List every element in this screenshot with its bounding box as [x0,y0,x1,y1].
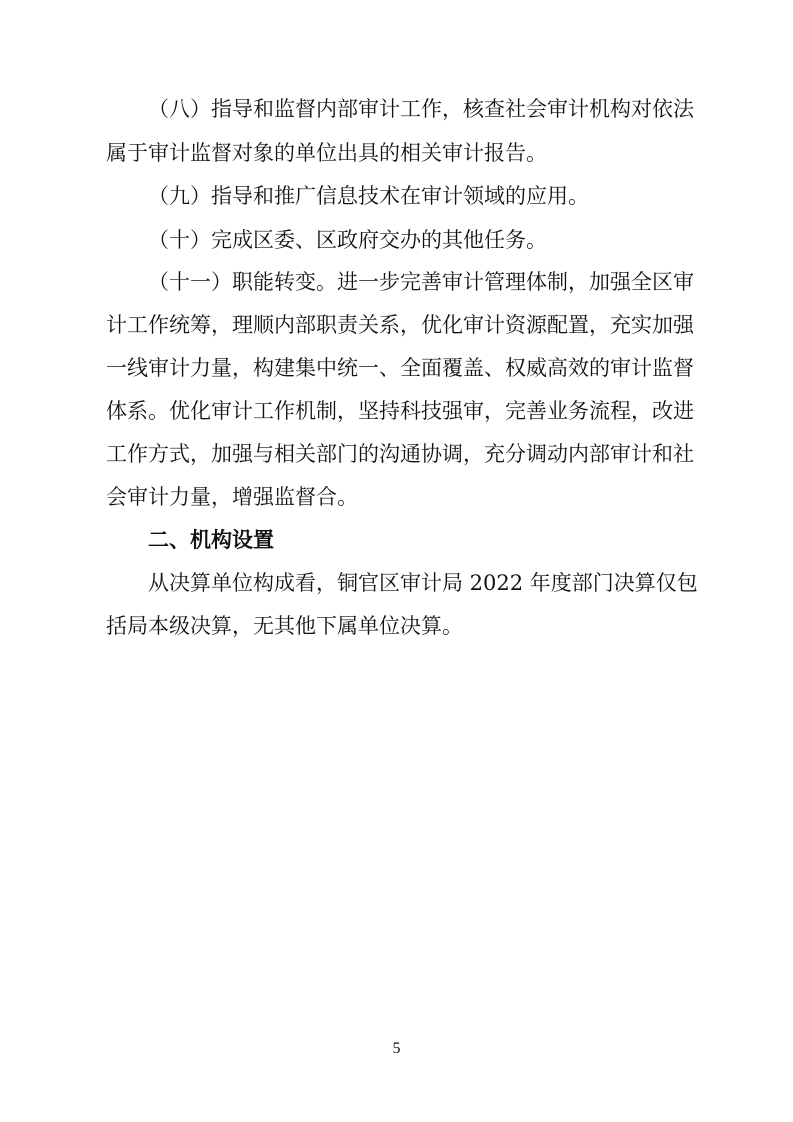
paragraph-line: （九）指导和推广信息技术在审计领域的应用。 [148,184,589,208]
paragraph-line: 会审计力量，增强监督合。 [106,485,358,509]
paragraph-line: （八）指导和监督内部审计工作，核查社会审计机构对依法 [148,97,694,121]
page-number: 5 [392,1040,401,1057]
paragraph-line: 括局本级决算，无其他下属单位决算。 [106,614,463,638]
paragraph-line: （十一）职能转变。进一步完善审计管理体制，加强全区审 [148,270,694,294]
paragraph-line: 工作方式，加强与相关部门的沟通协调，充分调动内部审计和社 [106,442,694,466]
paragraph-line: 计工作统筹，理顺内部职责关系，优化审计资源配置，充实加强 [106,313,694,337]
paragraph-line: 属于审计监督对象的单位出具的相关审计报告。 [106,141,547,165]
paragraph-line: （十）完成区委、区政府交办的其他任务。 [148,228,547,252]
paragraph-line: 体系。优化审计工作机制，坚持科技强审，完善业务流程，改进 [106,399,694,423]
section-heading: 二、机构设置 [148,528,274,552]
paragraph-line: 一线审计力量，构建集中统一、全面覆盖、权威高效的审计监督 [106,356,694,380]
paragraph-line: 从决算单位构成看，铜官区审计局 2022 年度部门决算仅包 [148,571,698,595]
